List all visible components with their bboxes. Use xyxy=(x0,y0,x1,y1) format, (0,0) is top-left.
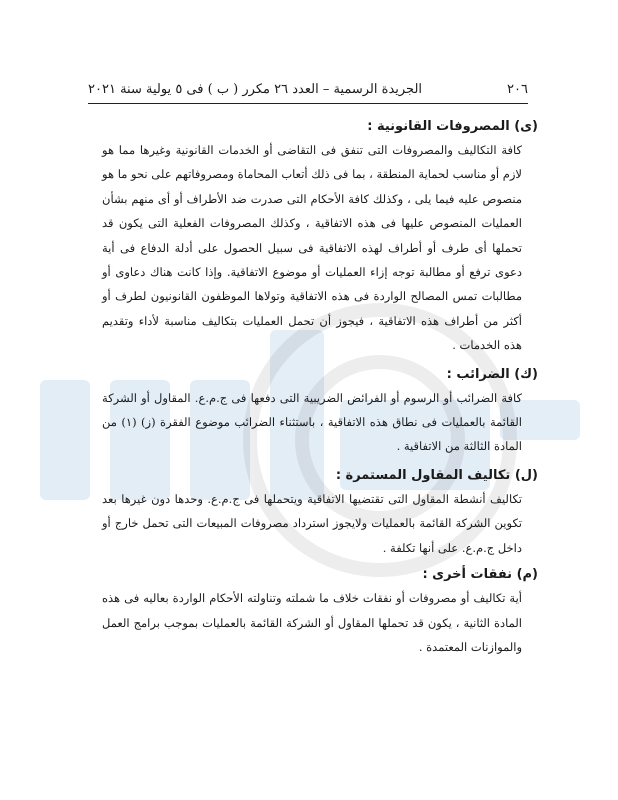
page-number: ٢٠٦ xyxy=(507,82,528,97)
section-paragraph: كافة الضرائب أو الرسوم أو الفرائض الضريبية التى دفعها فى ج.م.ع. المقاول أو الشركة القائمة بالعمليات فى نطاق هذه الاتفاقية ، باستثناء الضرائب موضوع الفقرة (ز) (١) من المادة الثالثة من الاتفاقية . xyxy=(102,390,522,454)
header-rule xyxy=(88,103,528,104)
section-other-expenses xyxy=(102,564,538,659)
section-heading: (ى) المصروفات القانونية : xyxy=(367,119,538,134)
section-paragraph: تكاليف أنشطة المقاول التى تقتضيها الاتفاقية ويتحملها فى ج.م.ع. وحدها دون غيرها بعد تكوين الشركة القائمة بالعمليات ولايجوز استرداد مصروفات المبيعات التى تحمل خارج أو داخل ج.م.ع. على أنها تكلفة . xyxy=(102,491,522,555)
section-heading: (ك) الضرائب : xyxy=(446,366,538,382)
section-legal-expenses xyxy=(102,116,538,358)
section-paragraph: كافة التكاليف والمصروفات التى تنفق فى التقاضى أو الخدمات القانونية وغيرها مما هو لازم أو مناسب لحماية المنطقة ، بما فى ذلك أتعاب المحاماة ومصروفاتهم على نحو ما هو منصوص عليه فيما يلى ، وكذلك كافة الأحكام التى صدرت ضد الأطراف أو أى منهم بشأن العمليات المنصوص عليها فى هذه الاتفاقية ، وكذلك المصروفات الفعلية التى يكون قد تحملها أى طرف أو أطراف لهذه الاتفاقية فى سبيل الحصول على أدلة الدفاع فى أية دعوى ترفع أو مطالبة توجه إزاء العمليات أو موضوع الاتفاقية. وإذا كانت هناك دعاوى أو مطالبات تمس المصالح الواردة فى هذه الاتفاقية وتولاها الموظفون القانونيون لطرف أو أكثر من أطراف هذه الاتفاقية ، فيجوز أن تحمل العمليات بتكاليف مناسبة لأداء وتقديم هذه الخدمات . xyxy=(102,143,522,353)
section-taxes xyxy=(102,364,538,459)
section-paragraph: أية تكاليف أو مصروفات أو نفقات خلاف ما شملته وتناولته الأحكام الواردة بعاليه فى هذه المادة الثانية ، يكون قد تحملها المقاول أو الشركة القائمة بالعمليات بموجب برامج العمل والموازنات المعتمدة . xyxy=(102,591,522,654)
document-body xyxy=(102,116,538,663)
section-contractor-costs xyxy=(102,465,538,560)
header-title: الجريدة الرسمية – العدد ٢٦ مكرر ( ب ) فى ٥ يولية سنة ٢٠٢١ xyxy=(88,82,423,97)
page-header xyxy=(88,82,528,97)
section-heading: (م) نفقات أخرى : xyxy=(422,567,538,583)
section-heading: (ل) تكاليف المقاول المستمرة : xyxy=(335,467,538,483)
